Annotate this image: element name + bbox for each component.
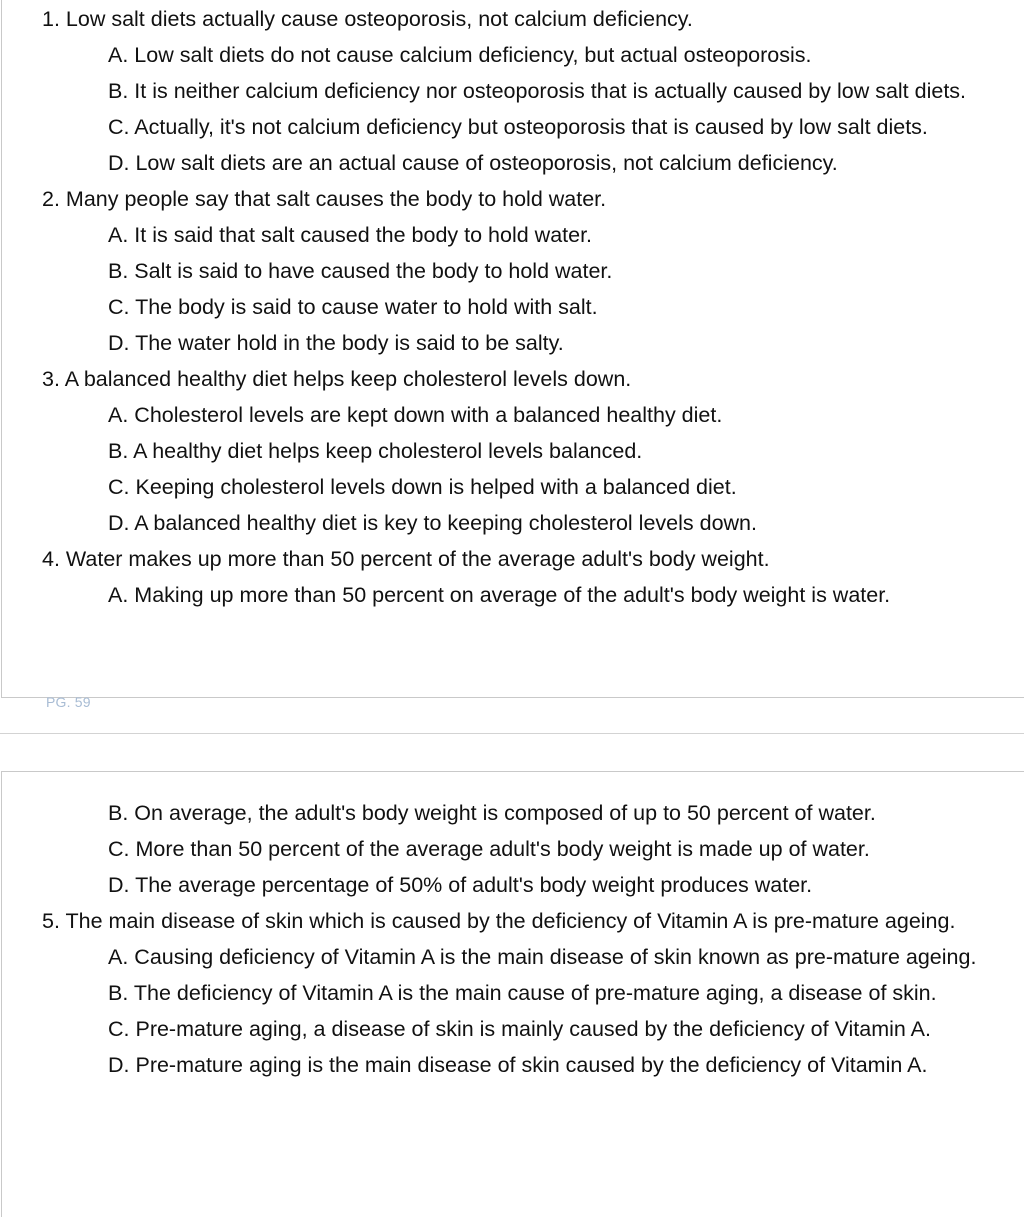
answer-option: C. More than 50 percent of the average adult's body weight is made up of water. [108, 837, 870, 861]
answer-option: C. Pre-mature aging, a disease of skin is mainly caused by the deficiency of Vitamin A. [108, 1017, 931, 1041]
answer-option: D. Pre-mature aging is the main disease of skin caused by the deficiency of Vitamin A. [108, 1053, 928, 1077]
answer-option: D. The average percentage of 50% of adult's body weight produces water. [108, 873, 813, 897]
answer-option: B. On average, the adult's body weight is composed of up to 50 percent of water. [108, 801, 876, 825]
question-text: 2. Many people say that salt causes the body to hold water. [42, 187, 607, 211]
question-text: 4. Water makes up more than 50 percent of the average adult's body weight. [42, 547, 770, 571]
page-number-label: PG. 59 [46, 694, 91, 710]
page-2-frame [1, 771, 1024, 1217]
question-text: 3. A balanced healthy diet helps keep cholesterol levels down. [42, 367, 632, 391]
question-text: 5. The main disease of skin which is caused by the deficiency of Vitamin A is pre-mature ageing. [42, 909, 956, 933]
answer-option: B. The deficiency of Vitamin A is the main cause of pre-mature aging, a disease of skin. [108, 981, 937, 1005]
page-1-content [42, 5, 1024, 617]
answer-option: D. A balanced healthy diet is key to keeping cholesterol levels down. [108, 511, 757, 535]
answer-option: A. Cholesterol levels are kept down with a balanced healthy diet. [108, 403, 723, 427]
answer-option: A. Making up more than 50 percent on average of the adult's body weight is water. [108, 583, 891, 607]
answer-option: C. The body is said to cause water to hold with salt. [108, 295, 598, 319]
page-2-content [42, 799, 1024, 1087]
answer-option: D. The water hold in the body is said to be salty. [108, 331, 564, 355]
answer-option: A. Low salt diets do not cause calcium deficiency, but actual osteoporosis. [108, 43, 812, 67]
answer-option: C. Actually, it's not calcium deficiency but osteoporosis that is caused by low salt diets. [108, 115, 928, 139]
page-1-frame [1, 0, 1024, 698]
answer-option: D. Low salt diets are an actual cause of osteoporosis, not calcium deficiency. [108, 151, 838, 175]
page-separator [0, 733, 1024, 734]
answer-option: A. Causing deficiency of Vitamin A is the main disease of skin known as pre-mature ageing. [108, 945, 977, 969]
answer-option: B. A healthy diet helps keep cholesterol levels balanced. [108, 439, 643, 463]
answer-option: A. It is said that salt caused the body to hold water. [108, 223, 593, 247]
answer-option: B. It is neither calcium deficiency nor osteoporosis that is actually caused by low salt diets. [108, 79, 967, 103]
answer-option: B. Salt is said to have caused the body to hold water. [108, 259, 613, 283]
question-text: 1. Low salt diets actually cause osteoporosis, not calcium deficiency. [42, 7, 693, 31]
answer-option: C. Keeping cholesterol levels down is helped with a balanced diet. [108, 475, 737, 499]
